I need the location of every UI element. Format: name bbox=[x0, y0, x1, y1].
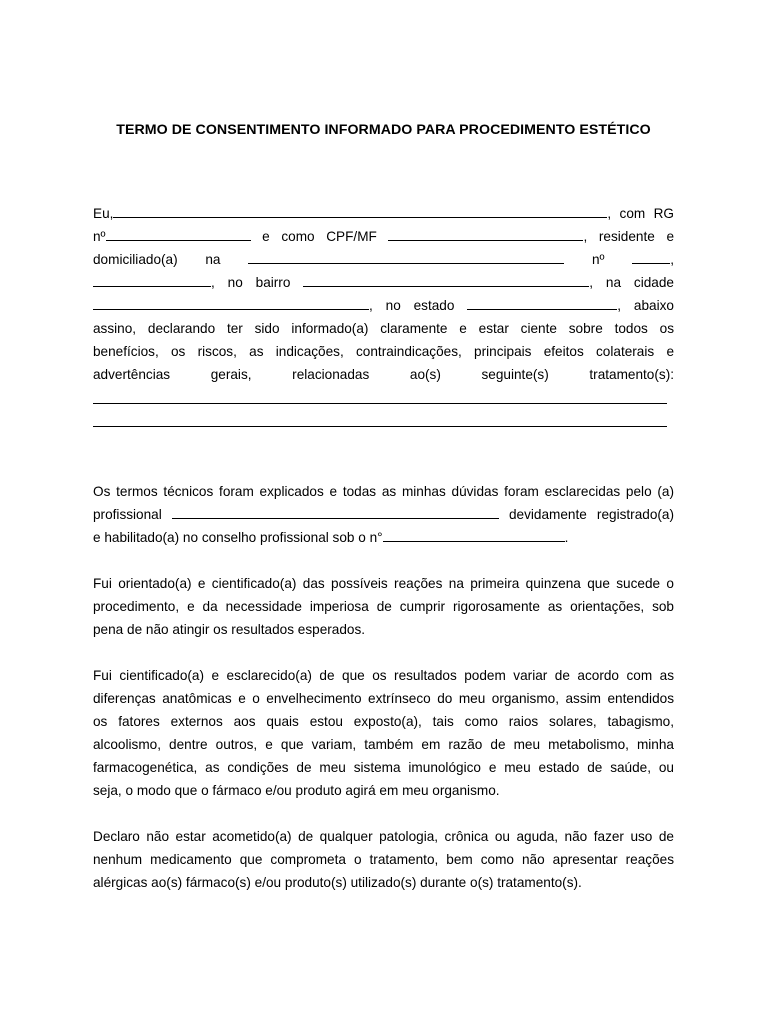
rg-blank bbox=[106, 228, 251, 241]
declaration-paragraph bbox=[93, 825, 674, 894]
paragraph-line: , no estado , abaixo bbox=[93, 294, 674, 317]
paragraph-line: domiciliado(a) na nº , bbox=[93, 252, 674, 267]
council-number-blank bbox=[383, 529, 565, 542]
paragraph-line: farmacogenética, as condições de meu sistema imunológico e meu estado de saúde, ou bbox=[93, 760, 674, 775]
complement-blank bbox=[93, 274, 211, 287]
paragraph-line: os fatores externos aos quais estou exposto(a), tais como raios solares, tabagismo, bbox=[93, 714, 674, 729]
professional-paragraph bbox=[93, 480, 674, 549]
paragraph-line: assino, declarando ter sido informado(a) claramente e estar ciente sobre todos os bbox=[93, 321, 674, 336]
paragraph-line: , no bairro , na cidade bbox=[93, 271, 674, 294]
results-paragraph bbox=[93, 664, 674, 802]
document-title: TERMO DE CONSENTIMENTO INFORMADO PARA PROCEDIMENTO ESTÉTICO bbox=[116, 122, 651, 138]
paragraph-line: alérgicas ao(s) fármaco(s) e/ou produto(s) utilizado(s) durante o(s) tratamento(s). bbox=[93, 875, 582, 890]
paragraph-line: Eu, , com RG bbox=[93, 206, 674, 221]
paragraph-line: advertências gerais, relacionadas ao(s) seguinte(s) tratamento(s): bbox=[93, 367, 674, 382]
paragraph-line: e habilitado(a) no conselho profissional sob o n° . bbox=[93, 530, 569, 545]
street-blank bbox=[248, 251, 564, 264]
paragraph-line: procedimento, e da necessidade imperiosa de cumprir rigorosamente as orientações, sob bbox=[93, 599, 674, 614]
paragraph-line: diferenças anatômicas e o envelhecimento extrínseco do meu organismo, assim entendidos bbox=[93, 691, 674, 706]
professional-name-blank bbox=[172, 506, 499, 519]
paragraph-line: nenhum medicamento que comprometa o tratamento, bem como não apresentar reações bbox=[93, 852, 674, 867]
paragraph-line: Os termos técnicos foram explicados e todas as minhas dúvidas foram esclarecidas pelo (a) bbox=[93, 484, 674, 499]
neighborhood-blank bbox=[303, 274, 589, 287]
treatment-blank-line bbox=[93, 386, 667, 409]
paragraph-line: nº e como CPF/MF , residente e bbox=[93, 229, 675, 244]
paragraph-line: Fui orientado(a) e cientificado(a) das possíveis reações na primeira quinzena que sucede o bbox=[93, 576, 674, 591]
cpf-blank bbox=[388, 228, 583, 241]
paragraph-line: Declaro não estar acometido(a) de qualquer patologia, crônica ou aguda, não fazer uso de bbox=[93, 829, 674, 844]
paragraph-line: Fui cientificado(a) e esclarecido(a) de que os resultados podem variar de acordo com as bbox=[93, 668, 674, 683]
state-blank bbox=[467, 297, 617, 310]
house-number-blank bbox=[632, 251, 670, 264]
orientation-paragraph bbox=[93, 572, 674, 641]
name-blank bbox=[113, 205, 607, 218]
city-blank bbox=[93, 297, 369, 310]
paragraph-line: benefícios, os riscos, as indicações, contraindicações, principais efeitos colaterais e bbox=[93, 344, 674, 359]
paragraph-line: alcoolismo, dentre outros, e que variam, também em razão de meu metabolismo, minha bbox=[93, 737, 674, 752]
paragraph-line: pena de não atingir os resultados esperados. bbox=[93, 622, 366, 637]
treatment-blank-line bbox=[93, 409, 667, 432]
paragraph-line: seja, o modo que o fármaco e/ou produto agirá em meu organismo. bbox=[93, 783, 500, 798]
identification-paragraph bbox=[93, 202, 674, 432]
paragraph-line: profissional devidamente registrado(a) bbox=[93, 507, 674, 522]
